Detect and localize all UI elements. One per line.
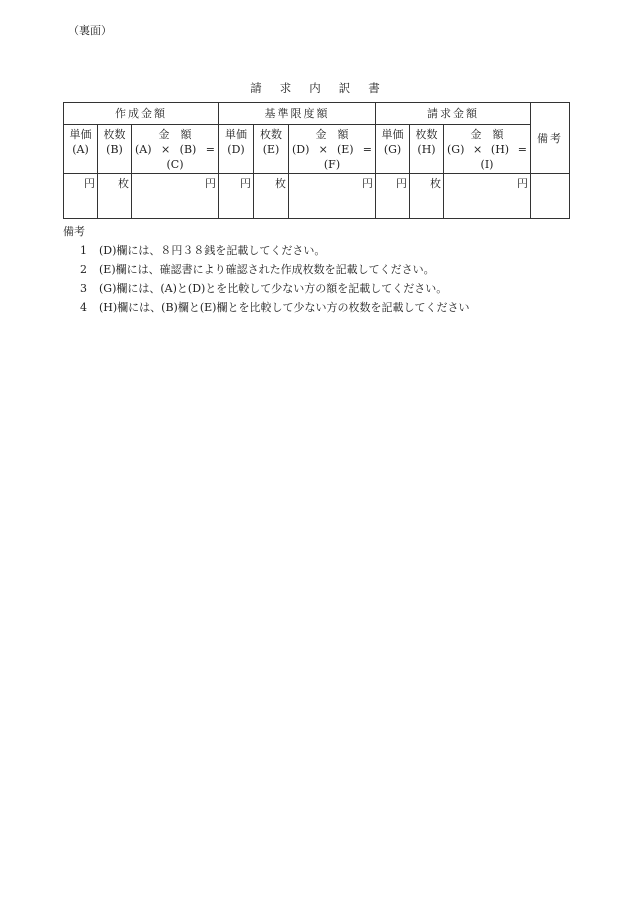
note-text: (D)欄には、８円３８銭を記載してください。 xyxy=(99,244,326,257)
label: 単価 xyxy=(381,128,404,141)
f: × xyxy=(160,143,171,156)
title-char: 請 xyxy=(250,81,262,95)
notes-section xyxy=(63,222,469,317)
note-number: 3 xyxy=(80,282,87,295)
notes-heading: 備考 xyxy=(63,225,85,238)
f: (H) xyxy=(490,143,510,156)
label: 金 額 xyxy=(158,128,192,141)
code: (F) xyxy=(323,158,341,171)
remarks-header: 備考 xyxy=(531,103,570,174)
f: (B) xyxy=(179,143,197,156)
unit-price-cell[interactable]: 円 xyxy=(376,174,410,219)
title-char: 求 xyxy=(279,81,292,95)
label: 金 額 xyxy=(470,128,504,141)
code: (G) xyxy=(383,143,402,156)
code: (C) xyxy=(166,158,184,171)
note-text: (H)欄には、(B)欄と(E)欄とを比較して少ない方の枚数を記載してください xyxy=(99,301,470,314)
f: × xyxy=(318,143,328,156)
count-header xyxy=(98,125,132,174)
count-cell[interactable]: 枚 xyxy=(410,174,444,219)
label: 枚数 xyxy=(260,128,282,141)
unit-price-cell[interactable]: 円 xyxy=(219,174,254,219)
unit-price-header xyxy=(376,125,410,174)
label: 金 額 xyxy=(315,128,349,141)
title-char: 訳 xyxy=(338,81,351,95)
note-item xyxy=(63,298,469,317)
amount-header xyxy=(289,125,376,174)
code: (B) xyxy=(106,143,123,156)
note-item xyxy=(63,279,469,298)
unit-price-cell[interactable]: 円 xyxy=(64,174,98,219)
amount-cell[interactable]: 円 xyxy=(444,174,531,219)
amount-cell[interactable]: 円 xyxy=(132,174,219,219)
document-title xyxy=(0,80,630,96)
group-header-production: 作成金額 xyxy=(64,103,219,125)
count-header xyxy=(254,125,289,174)
label: 単価 xyxy=(69,128,92,141)
note-item xyxy=(63,260,469,279)
note-text: (E)欄には、確認書により確認された作成枚数を記載してください。 xyxy=(99,263,435,276)
formula xyxy=(289,142,375,157)
group-header-claim: 請求金額 xyxy=(376,103,531,125)
formula xyxy=(444,142,530,157)
formula xyxy=(132,142,218,157)
code: (A) xyxy=(72,143,89,156)
unit-price-header xyxy=(219,125,254,174)
note-number: 2 xyxy=(80,263,87,276)
f: (A) xyxy=(135,143,152,156)
note-number: 4 xyxy=(80,301,87,314)
label: 枚数 xyxy=(415,128,438,141)
f: (E) xyxy=(336,143,354,156)
code: (E) xyxy=(262,143,280,156)
count-header xyxy=(410,125,444,174)
code: (I) xyxy=(480,158,494,171)
f: (D) xyxy=(292,143,310,156)
amount-header xyxy=(132,125,219,174)
label: 枚数 xyxy=(103,128,126,141)
billing-breakdown-table xyxy=(63,102,570,219)
f: = xyxy=(362,143,372,156)
f: = xyxy=(517,143,527,156)
f: (G) xyxy=(447,143,465,156)
amount-cell[interactable]: 円 xyxy=(289,174,376,219)
label: 単価 xyxy=(225,128,247,141)
f: × xyxy=(473,143,483,156)
code: (D) xyxy=(227,143,245,156)
note-text: (G)欄には、(A)と(D)とを比較して少ない方の額を記載してください。 xyxy=(99,282,448,295)
count-cell[interactable]: 枚 xyxy=(254,174,289,219)
remarks-cell[interactable] xyxy=(531,174,570,219)
f: = xyxy=(205,143,215,156)
title-char: 書 xyxy=(368,81,380,95)
unit-price-header xyxy=(64,125,98,174)
group-header-limit: 基準限度額 xyxy=(219,103,376,125)
count-cell[interactable]: 枚 xyxy=(98,174,132,219)
side-label: （裏面） xyxy=(68,24,112,37)
code: (H) xyxy=(417,143,436,156)
title-char: 内 xyxy=(309,81,321,95)
amount-header xyxy=(444,125,531,174)
note-item xyxy=(63,241,469,260)
note-number: 1 xyxy=(80,244,87,257)
